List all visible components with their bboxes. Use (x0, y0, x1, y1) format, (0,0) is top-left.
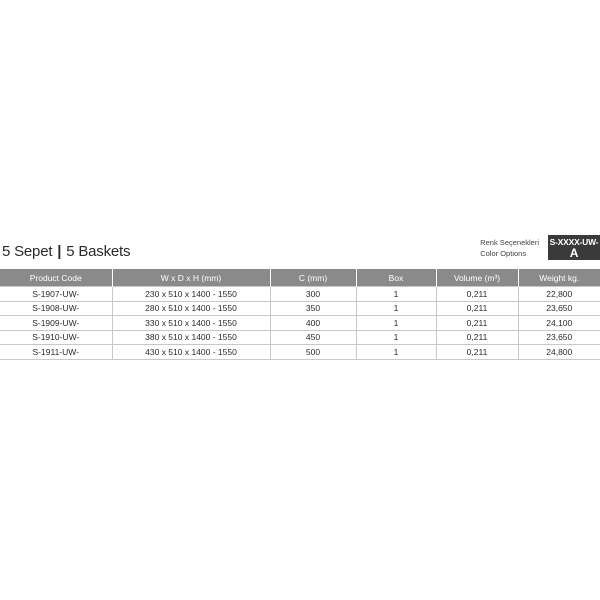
color-swatch-name: ANTHRACITE (557, 260, 591, 266)
title-separator: | (57, 243, 62, 260)
table-row (0, 345, 600, 360)
column-header-c: C (mm) (270, 269, 356, 287)
color-options-label-en: Color Options (480, 249, 527, 258)
cell-weight: 24,800 (518, 345, 600, 360)
section-title (2, 243, 130, 260)
column-header-box: Box (356, 269, 436, 287)
cell-weight: 23,650 (518, 301, 600, 316)
table-header-row (0, 269, 600, 287)
cell-product-code: S-1907-UW- (0, 287, 112, 302)
product-spec-table (0, 269, 600, 360)
cell-box: 1 (356, 316, 436, 331)
cell-product-code: S-1911-UW- (0, 345, 112, 360)
color-swatch-anthracite (548, 235, 600, 266)
cell-dimensions: 330 x 510 x 1400 - 1550 (112, 316, 270, 331)
column-header-volume: Volume (m³) (436, 269, 518, 287)
column-header-weight: Weight kg. (518, 269, 600, 287)
cell-c: 400 (270, 316, 356, 331)
table-row (0, 301, 600, 316)
cell-volume: 0,211 (436, 345, 518, 360)
column-header-product-code: Product Code (0, 269, 112, 287)
cell-box: 1 (356, 301, 436, 316)
color-swatch-code (548, 237, 600, 260)
cell-dimensions: 430 x 510 x 1400 - 1550 (112, 345, 270, 360)
cell-volume: 0,211 (436, 330, 518, 345)
table-row (0, 287, 600, 302)
cell-box: 1 (356, 345, 436, 360)
cell-dimensions: 380 x 510 x 1400 - 1550 (112, 330, 270, 345)
title-turkish: 5 Sepet (2, 243, 53, 260)
color-options-label-tr: Renk Seçenekleri (480, 238, 539, 247)
cell-box: 1 (356, 330, 436, 345)
cell-volume: 0,211 (436, 287, 518, 302)
cell-weight: 23,650 (518, 330, 600, 345)
section-header (0, 232, 600, 266)
cell-volume: 0,211 (436, 316, 518, 331)
title-english: 5 Baskets (66, 243, 131, 260)
cell-product-code: S-1910-UW- (0, 330, 112, 345)
cell-c: 300 (270, 287, 356, 302)
color-swatch-code-prefix: S-XXXX-UW- (549, 237, 599, 247)
cell-c: 450 (270, 330, 356, 345)
color-options-label (480, 237, 539, 259)
cell-product-code: S-1909-UW- (0, 316, 112, 331)
cell-c: 500 (270, 345, 356, 360)
cell-dimensions: 280 x 510 x 1400 - 1550 (112, 301, 270, 316)
cell-product-code: S-1908-UW- (0, 301, 112, 316)
cell-box: 1 (356, 287, 436, 302)
cell-weight: 24,100 (518, 316, 600, 331)
table-row (0, 316, 600, 331)
cell-dimensions: 230 x 510 x 1400 - 1550 (112, 287, 270, 302)
table-row (0, 330, 600, 345)
color-swatch-code-suffix: A (569, 246, 579, 260)
column-header-dimensions: W x D x H (mm) (112, 269, 270, 287)
cell-volume: 0,211 (436, 301, 518, 316)
cell-weight: 22,800 (518, 287, 600, 302)
cell-c: 350 (270, 301, 356, 316)
